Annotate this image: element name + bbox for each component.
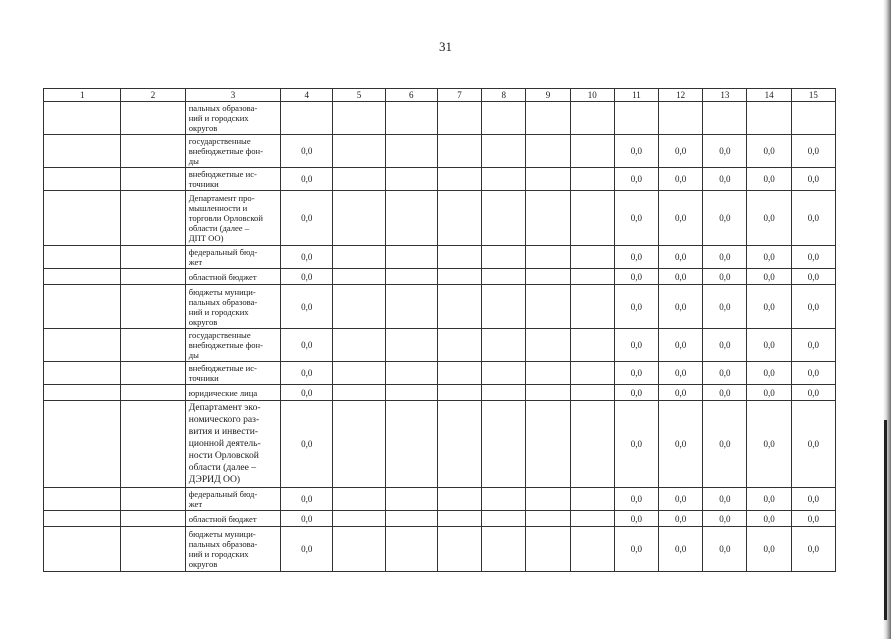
empty-cell-col-9 [526,362,570,385]
empty-cell-col-8 [482,401,526,488]
value-cell-col-13: 0,0 [703,246,747,269]
funding-source-line: жет [188,499,203,509]
funding-source-line: области (далее – [188,223,250,233]
value-cell-col-13: 0,0 [703,168,747,191]
empty-cell-col-10 [570,269,614,285]
funding-source-line: пальных образова- [188,103,258,113]
value-cell-col-13: 0,0 [703,269,747,285]
funding-source-line: округов [188,316,218,327]
value-cell-col-12: 0,0 [659,511,703,527]
value-cell-col-13 [703,102,747,135]
value-cell-col-11: 0,0 [614,191,658,246]
funding-source-line: округов [188,559,218,569]
column-header: 7 [437,89,481,102]
value-cell-col-12: 0,0 [659,191,703,246]
cell-col-2 [121,246,185,269]
table-row [44,329,836,362]
column-header: 5 [333,89,385,102]
empty-cell-col-6 [385,168,437,191]
empty-cell-col-8 [482,269,526,285]
empty-cell-col-8 [482,329,526,362]
table-header-row [44,89,836,102]
value-cell-col-14: 0,0 [747,362,791,385]
column-header: 6 [385,89,437,102]
table-row [44,511,836,527]
empty-cell-col-5 [333,135,385,168]
empty-cell-col-7 [437,401,481,488]
funding-source-line: государственные [188,330,251,340]
value-cell-col-12: 0,0 [659,246,703,269]
column-header: 11 [614,89,658,102]
table-row [44,362,836,385]
value-cell-col-12: 0,0 [659,135,703,168]
cell-col-2 [121,385,185,401]
funding-source-cell [185,329,280,362]
value-cell-col-15: 0,0 [791,488,835,511]
value-cell-col-4: 0,0 [281,488,333,511]
funding-source-line: пальных образова- [188,539,258,549]
value-cell-col-15: 0,0 [791,385,835,401]
empty-cell-col-7 [437,285,481,329]
column-header: 2 [121,89,185,102]
value-cell-col-12: 0,0 [659,527,703,572]
funding-source-line: внебюджетные ис- [188,363,257,373]
empty-cell-col-10 [570,168,614,191]
funding-source-line: ний и городских [188,306,249,317]
empty-cell-col-7 [437,511,481,527]
cell-col-1 [44,488,121,511]
empty-cell-col-7 [437,329,481,362]
value-cell-col-15: 0,0 [791,285,835,329]
empty-cell-col-10 [570,246,614,269]
cell-col-1 [44,191,121,246]
funding-source-line: внебюджетные ис- [188,169,257,179]
value-cell-col-11: 0,0 [614,329,658,362]
empty-cell-col-6 [385,527,437,572]
funding-source-line: внебюджетные фон- [188,340,263,350]
empty-cell-col-6 [385,135,437,168]
empty-cell-col-9 [526,385,570,401]
table-body [44,102,836,572]
value-cell-col-14: 0,0 [747,168,791,191]
empty-cell-col-7 [437,488,481,511]
empty-cell-col-7 [437,385,481,401]
empty-cell-col-5 [333,401,385,488]
funding-source-cell [185,246,280,269]
empty-cell-col-9 [526,102,570,135]
funding-source-line: ности Орловской [188,450,259,461]
empty-cell-col-8 [482,362,526,385]
cell-col-1 [44,329,121,362]
value-cell-col-11: 0,0 [614,362,658,385]
funding-source-line: бюджеты муници- [188,286,256,297]
funding-source-cell [185,488,280,511]
value-cell-col-11: 0,0 [614,168,658,191]
value-cell-col-14: 0,0 [747,135,791,168]
empty-cell-col-8 [482,168,526,191]
funding-source-line: областной бюджет [188,271,257,282]
cell-col-2 [121,488,185,511]
empty-cell-col-6 [385,362,437,385]
value-cell-col-11: 0,0 [614,135,658,168]
empty-cell-col-8 [482,527,526,572]
value-cell-col-12: 0,0 [659,285,703,329]
funding-source-line: федеральный бюд- [188,489,258,499]
column-header: 4 [281,89,333,102]
empty-cell-col-5 [333,511,385,527]
empty-cell-col-5 [333,246,385,269]
empty-cell-col-6 [385,102,437,135]
empty-cell-col-10 [570,385,614,401]
value-cell-col-15: 0,0 [791,329,835,362]
empty-cell-col-10 [570,102,614,135]
funding-source-cell [185,269,280,285]
value-cell-col-14: 0,0 [747,285,791,329]
funding-source-cell [185,362,280,385]
empty-cell-col-9 [526,329,570,362]
cell-col-1 [44,135,121,168]
funding-source-cell [185,527,280,572]
table-row [44,401,836,488]
value-cell-col-15: 0,0 [791,362,835,385]
cell-col-1 [44,285,121,329]
funding-source-line: жет [188,257,203,267]
value-cell-col-4: 0,0 [281,401,333,488]
empty-cell-col-6 [385,511,437,527]
value-cell-col-14: 0,0 [747,385,791,401]
value-cell-col-4 [281,102,333,135]
page-edge-line [884,420,887,620]
column-header: 8 [482,89,526,102]
column-header: 1 [44,89,121,102]
funding-source-line: ний и городских [188,113,249,123]
empty-cell-col-6 [385,488,437,511]
empty-cell-col-6 [385,246,437,269]
value-cell-col-11: 0,0 [614,488,658,511]
column-header: 9 [526,89,570,102]
value-cell-col-15 [791,102,835,135]
cell-col-1 [44,511,121,527]
empty-cell-col-7 [437,168,481,191]
empty-cell-col-7 [437,362,481,385]
column-header: 10 [570,89,614,102]
budget-table [43,88,836,572]
table-row [44,191,836,246]
empty-cell-col-5 [333,385,385,401]
empty-cell-col-8 [482,511,526,527]
funding-source-line: ционной деятель- [188,438,261,449]
funding-source-line: ды [188,156,199,166]
empty-cell-col-8 [482,102,526,135]
funding-source-cell [185,285,280,329]
empty-cell-col-7 [437,269,481,285]
value-cell-col-12: 0,0 [659,269,703,285]
empty-cell-col-8 [482,488,526,511]
cell-col-1 [44,527,121,572]
funding-source-line: округов [188,123,218,133]
empty-cell-col-6 [385,285,437,329]
value-cell-col-4: 0,0 [281,329,333,362]
funding-source-line: точники [188,373,219,383]
column-header: 15 [791,89,835,102]
empty-cell-col-5 [333,102,385,135]
cell-col-2 [121,102,185,135]
value-cell-col-13: 0,0 [703,135,747,168]
empty-cell-col-9 [526,135,570,168]
value-cell-col-11 [614,102,658,135]
value-cell-col-12: 0,0 [659,385,703,401]
funding-source-line: вития и инвести- [188,426,259,437]
funding-source-line: Департамент про- [188,193,255,203]
empty-cell-col-9 [526,511,570,527]
cell-col-1 [44,362,121,385]
value-cell-col-12: 0,0 [659,401,703,488]
value-cell-col-4: 0,0 [281,385,333,401]
empty-cell-col-6 [385,329,437,362]
table-row [44,269,836,285]
empty-cell-col-10 [570,191,614,246]
cell-col-2 [121,362,185,385]
value-cell-col-15: 0,0 [791,168,835,191]
value-cell-col-11: 0,0 [614,511,658,527]
value-cell-col-14: 0,0 [747,527,791,572]
funding-source-line: области (далее – [188,462,257,473]
table-row [44,385,836,401]
empty-cell-col-10 [570,511,614,527]
cell-col-2 [121,168,185,191]
empty-cell-col-10 [570,488,614,511]
funding-source-line: областной бюджет [188,513,257,524]
funding-source-line: Департамент эко- [188,402,261,413]
funding-source-cell [185,385,280,401]
empty-cell-col-8 [482,285,526,329]
value-cell-col-4: 0,0 [281,285,333,329]
empty-cell-col-10 [570,135,614,168]
column-header: 13 [703,89,747,102]
cell-col-2 [121,329,185,362]
funding-source-line: внебюджетные фон- [188,146,263,156]
value-cell-col-4: 0,0 [281,191,333,246]
empty-cell-col-9 [526,527,570,572]
empty-cell-col-7 [437,191,481,246]
empty-cell-col-9 [526,401,570,488]
funding-source-line: ДЭРИД ОО) [188,474,241,485]
cell-col-1 [44,168,121,191]
value-cell-col-15: 0,0 [791,135,835,168]
empty-cell-col-10 [570,329,614,362]
empty-cell-col-5 [333,168,385,191]
column-header: 12 [659,89,703,102]
empty-cell-col-5 [333,269,385,285]
value-cell-col-12: 0,0 [659,168,703,191]
empty-cell-col-9 [526,269,570,285]
empty-cell-col-5 [333,191,385,246]
funding-source-line: федеральный бюд- [188,247,258,257]
empty-cell-col-5 [333,362,385,385]
column-header: 14 [747,89,791,102]
funding-source-line: номического раз- [188,414,260,425]
empty-cell-col-8 [482,385,526,401]
empty-cell-col-6 [385,385,437,401]
value-cell-col-11: 0,0 [614,385,658,401]
value-cell-col-11: 0,0 [614,269,658,285]
table-row [44,102,836,135]
value-cell-col-14: 0,0 [747,511,791,527]
funding-source-line: юридические лица [188,387,258,398]
empty-cell-col-9 [526,191,570,246]
funding-source-line: ды [188,350,199,360]
value-cell-col-14: 0,0 [747,401,791,488]
empty-cell-col-6 [385,269,437,285]
table-row [44,246,836,269]
cell-col-2 [121,527,185,572]
empty-cell-col-6 [385,191,437,246]
value-cell-col-12 [659,102,703,135]
table-row [44,527,836,572]
table-row [44,168,836,191]
funding-source-line: бюджеты муници- [188,529,256,539]
cell-col-2 [121,191,185,246]
value-cell-col-14: 0,0 [747,269,791,285]
empty-cell-col-5 [333,488,385,511]
value-cell-col-4: 0,0 [281,168,333,191]
value-cell-col-11: 0,0 [614,246,658,269]
value-cell-col-13: 0,0 [703,527,747,572]
cell-col-1 [44,401,121,488]
empty-cell-col-9 [526,168,570,191]
value-cell-col-11: 0,0 [614,285,658,329]
empty-cell-col-8 [482,135,526,168]
empty-cell-col-10 [570,285,614,329]
empty-cell-col-5 [333,329,385,362]
funding-source-line: мышленности и [188,203,248,213]
funding-source-cell [185,102,280,135]
empty-cell-col-7 [437,527,481,572]
empty-cell-col-7 [437,135,481,168]
value-cell-col-14: 0,0 [747,246,791,269]
empty-cell-col-8 [482,191,526,246]
value-cell-col-4: 0,0 [281,269,333,285]
cell-col-1 [44,102,121,135]
value-cell-col-4: 0,0 [281,135,333,168]
page-number: 31 [439,39,452,54]
cell-col-2 [121,135,185,168]
value-cell-col-15: 0,0 [791,527,835,572]
funding-source-cell [185,401,280,488]
value-cell-col-13: 0,0 [703,191,747,246]
value-cell-col-4: 0,0 [281,527,333,572]
empty-cell-col-5 [333,527,385,572]
funding-source-cell [185,168,280,191]
empty-cell-col-6 [385,401,437,488]
value-cell-col-12: 0,0 [659,488,703,511]
empty-cell-col-8 [482,246,526,269]
value-cell-col-13: 0,0 [703,285,747,329]
funding-source-line: ДПТ ОО) [188,233,224,243]
value-cell-col-11: 0,0 [614,401,658,488]
value-cell-col-15: 0,0 [791,269,835,285]
empty-cell-col-10 [570,401,614,488]
empty-cell-col-7 [437,246,481,269]
empty-cell-col-10 [570,362,614,385]
value-cell-col-15: 0,0 [791,401,835,488]
cell-col-1 [44,246,121,269]
value-cell-col-13: 0,0 [703,401,747,488]
cell-col-1 [44,385,121,401]
cell-col-2 [121,285,185,329]
value-cell-col-13: 0,0 [703,362,747,385]
value-cell-col-15: 0,0 [791,511,835,527]
table-row [44,488,836,511]
value-cell-col-13: 0,0 [703,511,747,527]
value-cell-col-11: 0,0 [614,527,658,572]
value-cell-col-13: 0,0 [703,385,747,401]
funding-source-line: государственные [188,136,251,146]
empty-cell-col-9 [526,246,570,269]
cell-col-2 [121,269,185,285]
funding-source-line: торговли Орловской [188,213,263,223]
value-cell-col-4: 0,0 [281,511,333,527]
cell-col-2 [121,511,185,527]
value-cell-col-15: 0,0 [791,191,835,246]
value-cell-col-4: 0,0 [281,246,333,269]
funding-source-cell [185,511,280,527]
funding-source-cell [185,135,280,168]
empty-cell-col-10 [570,527,614,572]
funding-source-line: пальных образова- [188,296,258,307]
table-row [44,135,836,168]
value-cell-col-4: 0,0 [281,362,333,385]
value-cell-col-14: 0,0 [747,488,791,511]
column-header: 3 [185,89,280,102]
empty-cell-col-9 [526,488,570,511]
value-cell-col-12: 0,0 [659,362,703,385]
cell-col-1 [44,269,121,285]
table-row [44,285,836,329]
value-cell-col-15: 0,0 [791,246,835,269]
empty-cell-col-7 [437,102,481,135]
value-cell-col-13: 0,0 [703,488,747,511]
funding-source-cell [185,191,280,246]
value-cell-col-14 [747,102,791,135]
empty-cell-col-9 [526,285,570,329]
cell-col-2 [121,401,185,488]
value-cell-col-14: 0,0 [747,329,791,362]
funding-source-line: точники [188,179,219,189]
value-cell-col-12: 0,0 [659,329,703,362]
value-cell-col-14: 0,0 [747,191,791,246]
value-cell-col-13: 0,0 [703,329,747,362]
funding-source-line: ний и городских [188,549,249,559]
empty-cell-col-5 [333,285,385,329]
